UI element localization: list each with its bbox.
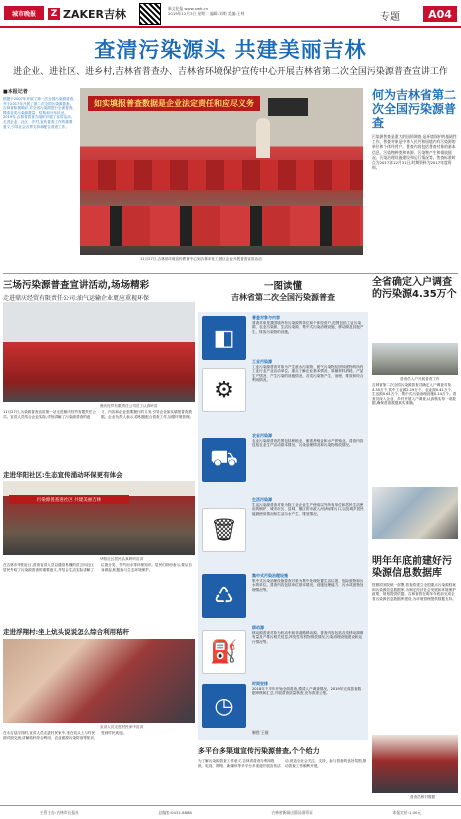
household-survey-photo bbox=[372, 343, 458, 375]
item-head: 集中式污染治理设施 bbox=[252, 573, 288, 578]
database-section bbox=[372, 556, 458, 703]
item-body: 农业污染源普查范围包括种植业、畜禽养殖业和水产养殖业。普查内容包括农业生产活动基本情况、污染治理情况和污染物排放情况。 bbox=[252, 438, 364, 448]
section-label: 专题 bbox=[380, 12, 400, 23]
section-1-photo bbox=[3, 302, 195, 402]
infographic-item bbox=[252, 682, 364, 696]
database-title: 明年年底前建好污染源信息数据库 bbox=[372, 556, 452, 579]
item-head: 农业污染源 bbox=[252, 433, 272, 438]
brand-name: ZAKER吉林 bbox=[63, 8, 126, 21]
section-2-title: 走进华阳社区:生态宣传涌动环保更有体会 bbox=[3, 471, 123, 479]
item-body: 集中式污染治理设施普查对象为集中处理处置生活垃圾、危险废物和污水的单位。普查内容包括单位基本情况、设施处理能力、污水或废物处理情况等。 bbox=[252, 578, 364, 592]
tv-screen bbox=[268, 98, 308, 116]
footer bbox=[0, 805, 461, 819]
infographic-header bbox=[198, 278, 368, 303]
infographic-item bbox=[252, 360, 364, 383]
household-survey-caption: 普查员入户开展普查工作 bbox=[400, 377, 440, 381]
database-body: 按照国务院统一部署,普查将建立全国重点污染源档案和污染源信息数据库,为制定经济社会发展和环境保护政策、规划提供依据。吉林省将在明年年底前完成全省污染源信息数据库建设,为环境管理提供数据支持。 bbox=[372, 583, 456, 601]
multi-platform-title: 多平台多渠道宣传污染源普查,个个给力 bbox=[198, 747, 320, 755]
household-survey-photo-2 bbox=[372, 487, 458, 539]
main-photo bbox=[80, 88, 363, 255]
item-head: 工业污染源 bbox=[252, 359, 272, 364]
footer-address: 主管主办:吉林市长报社 bbox=[39, 809, 79, 815]
household-survey-section bbox=[372, 277, 458, 301]
infographic-item bbox=[252, 626, 364, 644]
infographic-subtitle: 吉林省第二次全国污染源普查 bbox=[231, 293, 335, 302]
audience-front-row bbox=[80, 160, 363, 190]
household-survey-body: 吉林省第二次全国污染源普查共确定入户调查对象4.35万个,其中工业源2.19万个、农业源0.41万个、生活源0.61万个、集中式污染治理设施0.14万个。普查员深入企业、乡村开展入户调查,认真核实每一项数据,确保普查数据真实准确。 bbox=[372, 383, 457, 406]
section-2-photo bbox=[3, 481, 195, 555]
item-body: 2018年下半年开始全面普查,摸清入户调查情况。2019年完成普查数据审核和汇总,开展普查质量核查,发布普查公报。 bbox=[252, 686, 362, 696]
database-caption: 普查员核对数据 bbox=[410, 795, 436, 799]
speaker-figure bbox=[256, 118, 270, 158]
intro-column bbox=[3, 88, 75, 129]
household-survey-title: 全省确定入户调查的污染源4.35万个 bbox=[372, 277, 457, 300]
infographic-panel bbox=[198, 312, 368, 740]
mission-icon: ◧ bbox=[202, 316, 246, 360]
section-3-caption: 宣讲人员走进村民家中宣讲 bbox=[100, 725, 144, 729]
reporter-label: ■本报记者 bbox=[3, 89, 28, 95]
item-head: 生活污染源 bbox=[252, 497, 272, 502]
footer-price: 本报定价:1.00元 bbox=[392, 809, 422, 815]
subheadline: 进企业、进社区、进乡村,吉林省普查办、吉林省环境保护宣传中心开展吉林省第二次全国污染源普查宣讲工作 bbox=[13, 67, 448, 77]
gear-icon: ⚙ bbox=[202, 368, 246, 412]
infographic-item bbox=[252, 498, 364, 516]
zaker-logo-icon: Z bbox=[48, 8, 60, 20]
section-1-title: 三场污染源普查宣讲活动,场场精彩 bbox=[3, 280, 150, 291]
what-is-census-title: 何为吉林省第二次全国污染源普查 bbox=[372, 88, 457, 130]
zaker-brand bbox=[48, 7, 126, 21]
meta-line-2: 2019年12月3日 星期二 编辑:刘明 美编:王林 bbox=[168, 11, 245, 16]
infographic-item bbox=[252, 574, 364, 592]
database-photo bbox=[372, 735, 458, 793]
item-head: 移动源 bbox=[252, 625, 264, 630]
what-is-census-body: 污染源普查是重大的国情调查,是环境保护的基础性工作。普查对象是中华人民共和国境内有污染源的单位和个体经营户。普查内容包括普查对象的基本信息、污染物种类和来源、污染物产生和排放情况、污染治理设施建设和运行情况等。普查标准时点为2017年12月31日,时期资料为2017年度资料。 bbox=[372, 134, 457, 171]
item-head: 普查对象与内容 bbox=[252, 315, 280, 320]
what-is-census-box bbox=[372, 88, 458, 170]
headline: 查清污染源头 共建美丽吉林 bbox=[94, 38, 367, 62]
audience-back-row bbox=[80, 206, 363, 246]
item-body: 工业污染源普查对象为产生废水污染物、废气污染物及固体废物的所有工业行业产业活动单位。重点了解企业基本情况、原辅材料消耗、产品生产情况、产生污染的设施情况、各类污染物产生、治理、排放和综合利用情况。 bbox=[252, 364, 364, 383]
multi-platform-body: 为了解污染源普查工作意义,吉林省普查办利用报纸、电视、网络、新媒体等多平台多渠道开展宣传活动,营造全社会关注、支持、参与普查的良好氛围,推动普查工作顺利开展。 bbox=[198, 759, 367, 768]
section-1-body: 11月27日,污染源普查宣讲第一站走进鼎庆经贸有限责任公司。宣讲人员结合企业实际,详细讲解了污染源普查的意义、内容和企业需要履行的义务,引导企业如实填报普查数据。企业负责人表示,将积极配合普查工作,加强环境管理。 bbox=[3, 410, 194, 419]
footer-print: 吉林省新闻出版局准印证 bbox=[271, 809, 314, 815]
main-photo-caption: 11月27日,吉林省环境宣传教育中心到吉林市化工园区企业开展普查宣讲活动 bbox=[140, 257, 262, 261]
item-body: 生活污染源普查对象为除工业企业生产使用以外所有单位和居民生活使用的锅炉、城市市区、县城、镇区的市政入河(海)排污口,以及城乡居民能源使用情况和生活污水产生、排放情况。 bbox=[252, 502, 364, 516]
newspaper-logo: 城市晚报 bbox=[4, 6, 44, 20]
multi-platform-section bbox=[198, 746, 368, 768]
fuel-icon: ⛽ bbox=[202, 630, 246, 674]
page-number: A04 bbox=[423, 6, 457, 22]
section-2-caption: 华阳社区居民认真聆听宣讲 bbox=[100, 557, 144, 561]
footer-phone: 总编室:0431-8888 bbox=[158, 809, 192, 815]
issue-meta bbox=[168, 6, 258, 16]
clock-icon: ◷ bbox=[202, 684, 246, 728]
item-body: 普查对象是我国境内有污染源的单位和个体经营户,范围包括工业污染源、农业污染源、生活污染源、集中式污染治理设施、移动源及其他产生、排放污染物的设施。 bbox=[252, 320, 364, 334]
photo-banner: 如实填报普查数据是企业法定责任和应尽义务 bbox=[88, 96, 260, 111]
trash-icon: 🗑 bbox=[202, 508, 246, 552]
infographic-item bbox=[252, 434, 364, 448]
meta-line-1: 新文化报 www.xwh.cn bbox=[168, 6, 209, 11]
recycle-icon: ♺ bbox=[202, 574, 246, 618]
qr-code-icon bbox=[139, 3, 161, 25]
section-3-title: 走进浮翔村:坐上炕头说说怎么综合利用秸秆 bbox=[3, 628, 130, 636]
infographic-credit: 制图 王刚 bbox=[252, 730, 269, 735]
section-2-body: 在吉林市华阳社区,普查宣讲人员以通俗易懂的语言向社区居民介绍了污染源普查的重要意义,并结合生活实际讲解了垃圾分类、节约用水等环保知识。居民们纷纷表示,要从自身做起,积极参与生态环境保护。 bbox=[3, 563, 192, 572]
section-3-photo bbox=[3, 639, 195, 723]
section-2-banner: 污染源普查进社区 共建美丽吉林 bbox=[9, 495, 129, 504]
item-body: 移动源普查对象为机动车和非道路移动源。普查内容包括各类移动源保有量及产排污相关信息,挥发性有机物排放情况,污染治理设施建设和运行情况等。 bbox=[252, 630, 364, 644]
section-1-subtitle: 走进鼎庆经贸有限责任公司:油气运输企业更应重视环保 bbox=[3, 295, 150, 302]
masthead bbox=[0, 0, 461, 28]
section-1-caption: 鼎庆经贸有限责任公司员工认真听讲 bbox=[100, 404, 158, 408]
item-head: 时间安排 bbox=[252, 681, 268, 686]
infographic-item bbox=[252, 316, 364, 334]
divider bbox=[3, 273, 458, 274]
section-3-body: 在永吉县浮翔村,宣讲人员走进村民家中,坐在炕头上与村民面对面交流,讲解秸秆综合利用、农业面源污染防治等知识,受到村民欢迎。 bbox=[3, 731, 127, 740]
tractor-icon: ⛟ bbox=[202, 438, 246, 482]
section-1 bbox=[3, 277, 195, 302]
infographic-title: 一图读懂 bbox=[263, 281, 302, 292]
intro-body: 根据于2007年开展了第一次全国污染源普查,并于2017年开展了第二次全国污染源普查。吉林省积极响应,对全省污染源进行全面普查,摸清各类污染源数量、结构和分布状况。2019年,吉林省普查办组织开展了宣讲活动,走进企业、社区、乡村,宣传普查工作的重要意义,引导社会各界支持和配合普查工作。 bbox=[3, 97, 75, 129]
